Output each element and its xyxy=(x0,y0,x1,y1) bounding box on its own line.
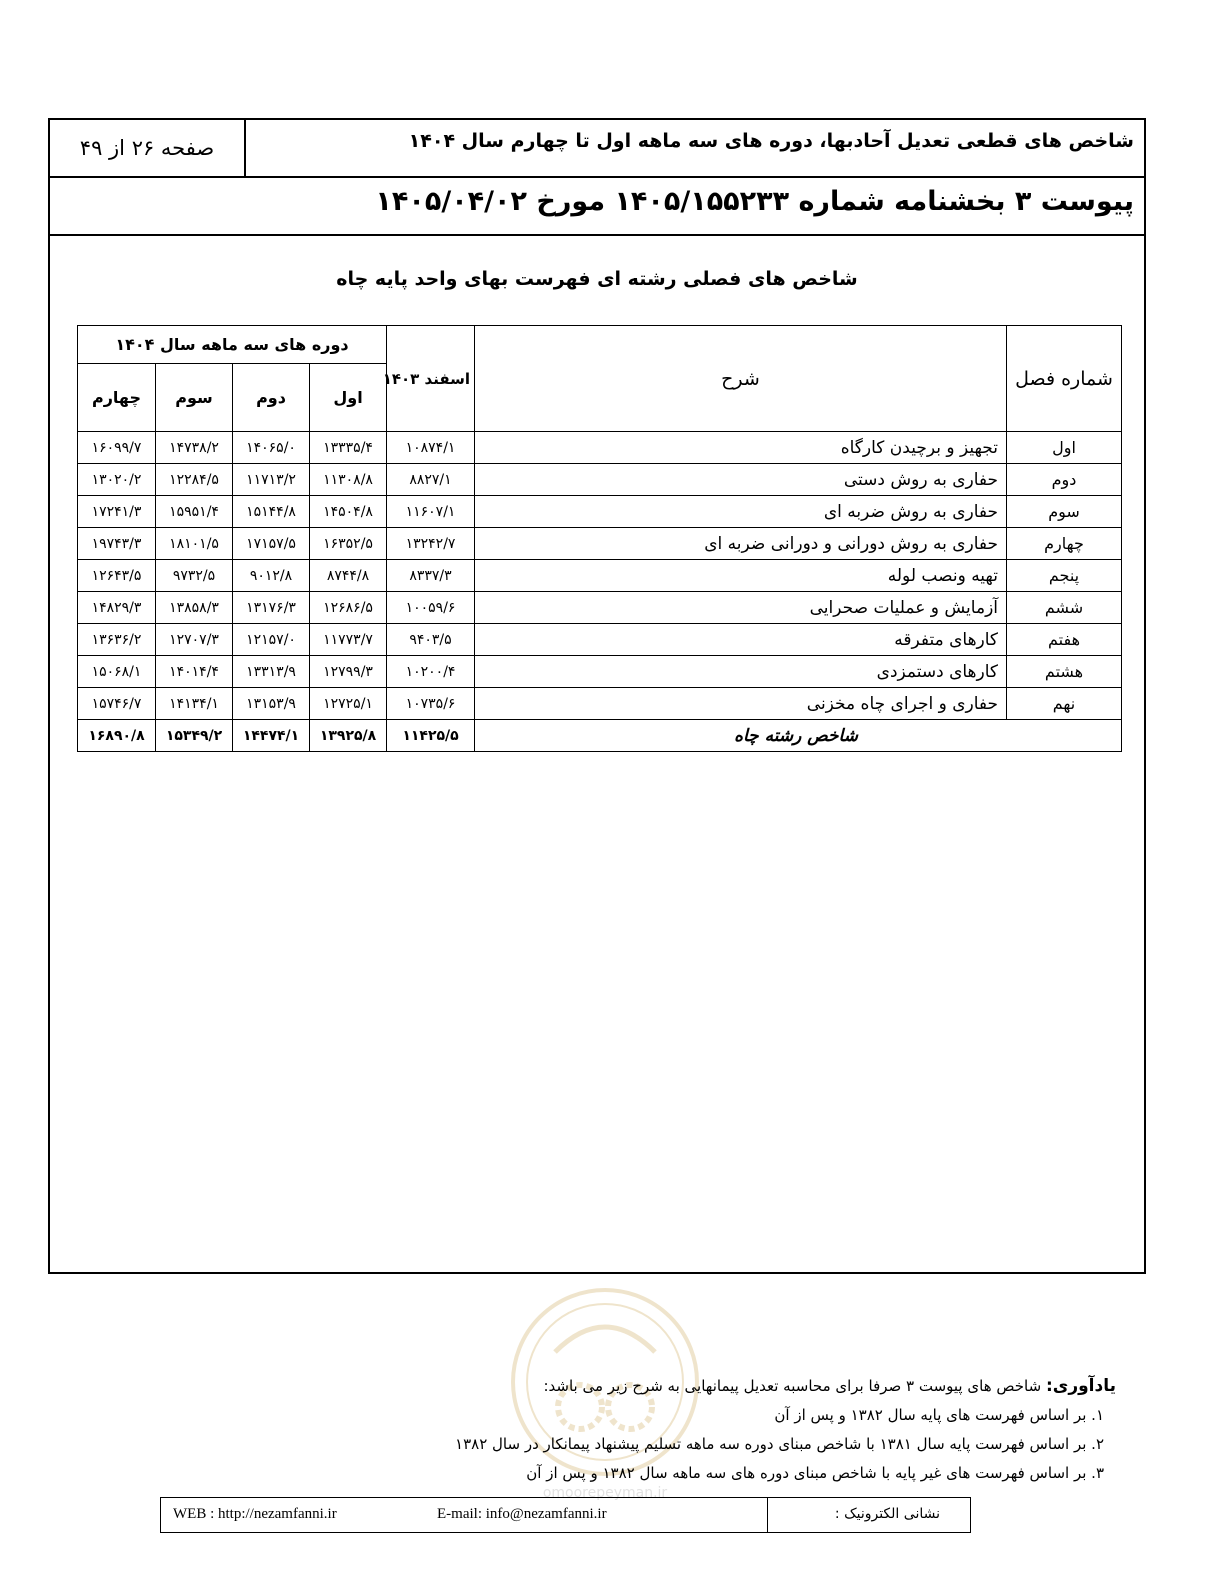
q2-cell: ۱۳۱۷۶/۳ xyxy=(233,592,310,624)
esfand-cell: ۱۰۰۵۹/۶ xyxy=(387,592,475,624)
chapter-cell: چهارم xyxy=(1007,528,1122,560)
notes-intro: شاخص های پیوست ۳ صرفا برای محاسبه تعدیل پیمانهایی به شرح زیر می باشد: xyxy=(543,1377,1042,1395)
q2-cell: ۱۵۱۴۴/۸ xyxy=(233,496,310,528)
q4-cell: ۱۵۰۶۸/۱ xyxy=(78,656,156,688)
address-label: نشانی الکترونیک : xyxy=(834,1506,940,1522)
description-cell: حفاری به روش دورانی و دورانی ضربه ای xyxy=(475,528,1007,560)
note-item: ۲. بر اساس فهرست پایه سال ۱۳۸۱ با شاخص مبنای دوره سه ماهه تسلیم پیشنهاد پیمانکار در سال ۱۳۸۲ xyxy=(455,1435,1104,1453)
col-chapter-header: شماره فصل xyxy=(1007,326,1122,432)
q3-cell: ۱۴۷۳۸/۲ xyxy=(156,432,233,464)
chapter-cell: نهم xyxy=(1007,688,1122,720)
esfand-cell: ۹۴۰۳/۵ xyxy=(387,624,475,656)
header-row xyxy=(50,120,1144,178)
footer-box xyxy=(160,1497,971,1533)
description-cell: حفاری و اجرای چاه مخزنی xyxy=(475,688,1007,720)
total-q1-cell: ۱۳۹۲۵/۸ xyxy=(310,720,387,752)
total-q4-cell: ۱۶۸۹۰/۸ xyxy=(78,720,156,752)
chapter-cell: سوم xyxy=(1007,496,1122,528)
table-row xyxy=(78,496,1122,528)
table-title: شاخص های فصلی رشته ای فهرست بهای واحد پایه چاه xyxy=(336,268,858,290)
document-frame xyxy=(48,118,1146,1274)
q3-cell: ۱۳۸۵۸/۳ xyxy=(156,592,233,624)
footer-divider xyxy=(767,1498,768,1532)
q2-cell: ۱۲۱۵۷/۰ xyxy=(233,624,310,656)
table-row xyxy=(78,656,1122,688)
q2-cell: ۱۱۷۱۳/۲ xyxy=(233,464,310,496)
q3-cell: ۹۷۳۲/۵ xyxy=(156,560,233,592)
chapter-cell: دوم xyxy=(1007,464,1122,496)
col-q3-header: سوم xyxy=(156,364,233,432)
description-cell: حفاری به روش ضربه ای xyxy=(475,496,1007,528)
table-row xyxy=(78,592,1122,624)
q4-cell: ۱۶۰۹۹/۷ xyxy=(78,432,156,464)
q1-cell: ۱۲۷۹۹/۳ xyxy=(310,656,387,688)
col-description-header: شرح xyxy=(475,326,1007,432)
q1-cell: ۱۴۵۰۴/۸ xyxy=(310,496,387,528)
description-cell: کارهای دستمزدی xyxy=(475,656,1007,688)
q2-cell: ۱۴۰۶۵/۰ xyxy=(233,432,310,464)
description-cell: تجهیز و برچیدن کارگاه xyxy=(475,432,1007,464)
email-link[interactable]: E-mail: info@nezamfanni.ir xyxy=(437,1506,607,1522)
col-q1-header: اول xyxy=(310,364,387,432)
col-q4-header: چهارم xyxy=(78,364,156,432)
esfand-cell: ۱۰۸۷۴/۱ xyxy=(387,432,475,464)
q4-cell: ۱۴۸۲۹/۳ xyxy=(78,592,156,624)
description-cell: کارهای متفرقه xyxy=(475,624,1007,656)
table-row xyxy=(78,528,1122,560)
esfand-cell: ۱۰۲۰۰/۴ xyxy=(387,656,475,688)
q4-cell: ۱۳۶۳۶/۲ xyxy=(78,624,156,656)
q1-cell: ۱۳۳۳۵/۴ xyxy=(310,432,387,464)
chapter-cell: اول xyxy=(1007,432,1122,464)
total-q2-cell: ۱۴۴۷۴/۱ xyxy=(233,720,310,752)
col-esfand-header: اسفند ۱۴۰۳ xyxy=(387,326,475,432)
q3-cell: ۱۴۱۳۴/۱ xyxy=(156,688,233,720)
note-item: ۱. بر اساس فهرست های پایه سال ۱۳۸۲ و پس از آن xyxy=(774,1406,1104,1424)
description-cell: تهیه ونصب لوله xyxy=(475,560,1007,592)
q4-cell: ۱۵۷۴۶/۷ xyxy=(78,688,156,720)
chapter-cell: هفتم xyxy=(1007,624,1122,656)
index-table xyxy=(77,325,1122,752)
esfand-cell: ۸۳۳۷/۳ xyxy=(387,560,475,592)
website-link[interactable]: WEB : http://nezamfanni.ir xyxy=(173,1506,337,1522)
notes-lead: یادآوری: xyxy=(1045,1376,1116,1396)
total-label: شاخص رشته چاه xyxy=(475,720,1122,752)
col-q2-header: دوم xyxy=(233,364,310,432)
notes-intro-line xyxy=(356,1372,1116,1401)
chapter-cell: هشتم xyxy=(1007,656,1122,688)
total-q3-cell: ۱۵۳۴۹/۲ xyxy=(156,720,233,752)
table-row xyxy=(78,688,1122,720)
q4-cell: ۱۷۲۴۱/۳ xyxy=(78,496,156,528)
q4-cell: ۱۲۶۴۳/۵ xyxy=(78,560,156,592)
chapter-cell: پنجم xyxy=(1007,560,1122,592)
q3-cell: ۱۲۲۸۴/۵ xyxy=(156,464,233,496)
table-row xyxy=(78,464,1122,496)
notes-section xyxy=(356,1372,1116,1488)
q1-cell: ۱۱۷۷۳/۷ xyxy=(310,624,387,656)
description-cell: آزمایش و عملیات صحرایی xyxy=(475,592,1007,624)
q1-cell: ۱۲۶۸۶/۵ xyxy=(310,592,387,624)
subtitle-row xyxy=(50,178,1144,236)
q3-cell: ۱۴۰۱۴/۴ xyxy=(156,656,233,688)
chapter-cell: ششم xyxy=(1007,592,1122,624)
esfand-cell: ۱۰۷۳۵/۶ xyxy=(387,688,475,720)
document-title: شاخص های قطعی تعدیل آحادبها، دوره های سه ماهه اول تا چهارم سال ۱۴۰۴ xyxy=(408,130,1134,152)
total-esfand-cell: ۱۱۴۲۵/۵ xyxy=(387,720,475,752)
quarters-group-header: دوره های سه ماهه سال ۱۴۰۴ xyxy=(78,326,387,364)
circular-reference: پیوست ۳ بخشنامه شماره ۱۴۰۵/۱۵۵۲۳۳ مورخ ۱۴۰۵/۰۴/۰۲ xyxy=(375,186,1134,217)
q2-cell: ۱۳۱۵۳/۹ xyxy=(233,688,310,720)
esfand-cell: ۱۱۶۰۷/۱ xyxy=(387,496,475,528)
q1-cell: ۱۶۳۵۲/۵ xyxy=(310,528,387,560)
q1-cell: ۱۲۷۲۵/۱ xyxy=(310,688,387,720)
description-cell: حفاری به روش دستی xyxy=(475,464,1007,496)
header-row-top xyxy=(78,326,1122,364)
page-number: صفحه ۲۶ از ۴۹ xyxy=(50,120,246,176)
q2-cell: ۹۰۱۲/۸ xyxy=(233,560,310,592)
table-row xyxy=(78,624,1122,656)
esfand-cell: ۱۳۲۴۲/۷ xyxy=(387,528,475,560)
q4-cell: ۱۳۰۲۰/۲ xyxy=(78,464,156,496)
q3-cell: ۱۵۹۵۱/۴ xyxy=(156,496,233,528)
q2-cell: ۱۷۱۵۷/۵ xyxy=(233,528,310,560)
table-row xyxy=(78,560,1122,592)
watermark-text: omoorepeyman.ir xyxy=(542,1485,668,1501)
q3-cell: ۱۸۱۰۱/۵ xyxy=(156,528,233,560)
q1-cell: ۸۷۴۴/۸ xyxy=(310,560,387,592)
note-item: ۳. بر اساس فهرست های غیر پایه با شاخص مبنای دوره های سه ماهه سال ۱۳۸۲ و پس از آن xyxy=(526,1464,1104,1482)
table-row xyxy=(78,432,1122,464)
total-row xyxy=(78,720,1122,752)
esfand-cell: ۸۸۲۷/۱ xyxy=(387,464,475,496)
q3-cell: ۱۲۷۰۷/۳ xyxy=(156,624,233,656)
q4-cell: ۱۹۷۴۳/۳ xyxy=(78,528,156,560)
q1-cell: ۱۱۳۰۸/۸ xyxy=(310,464,387,496)
q2-cell: ۱۳۳۱۳/۹ xyxy=(233,656,310,688)
